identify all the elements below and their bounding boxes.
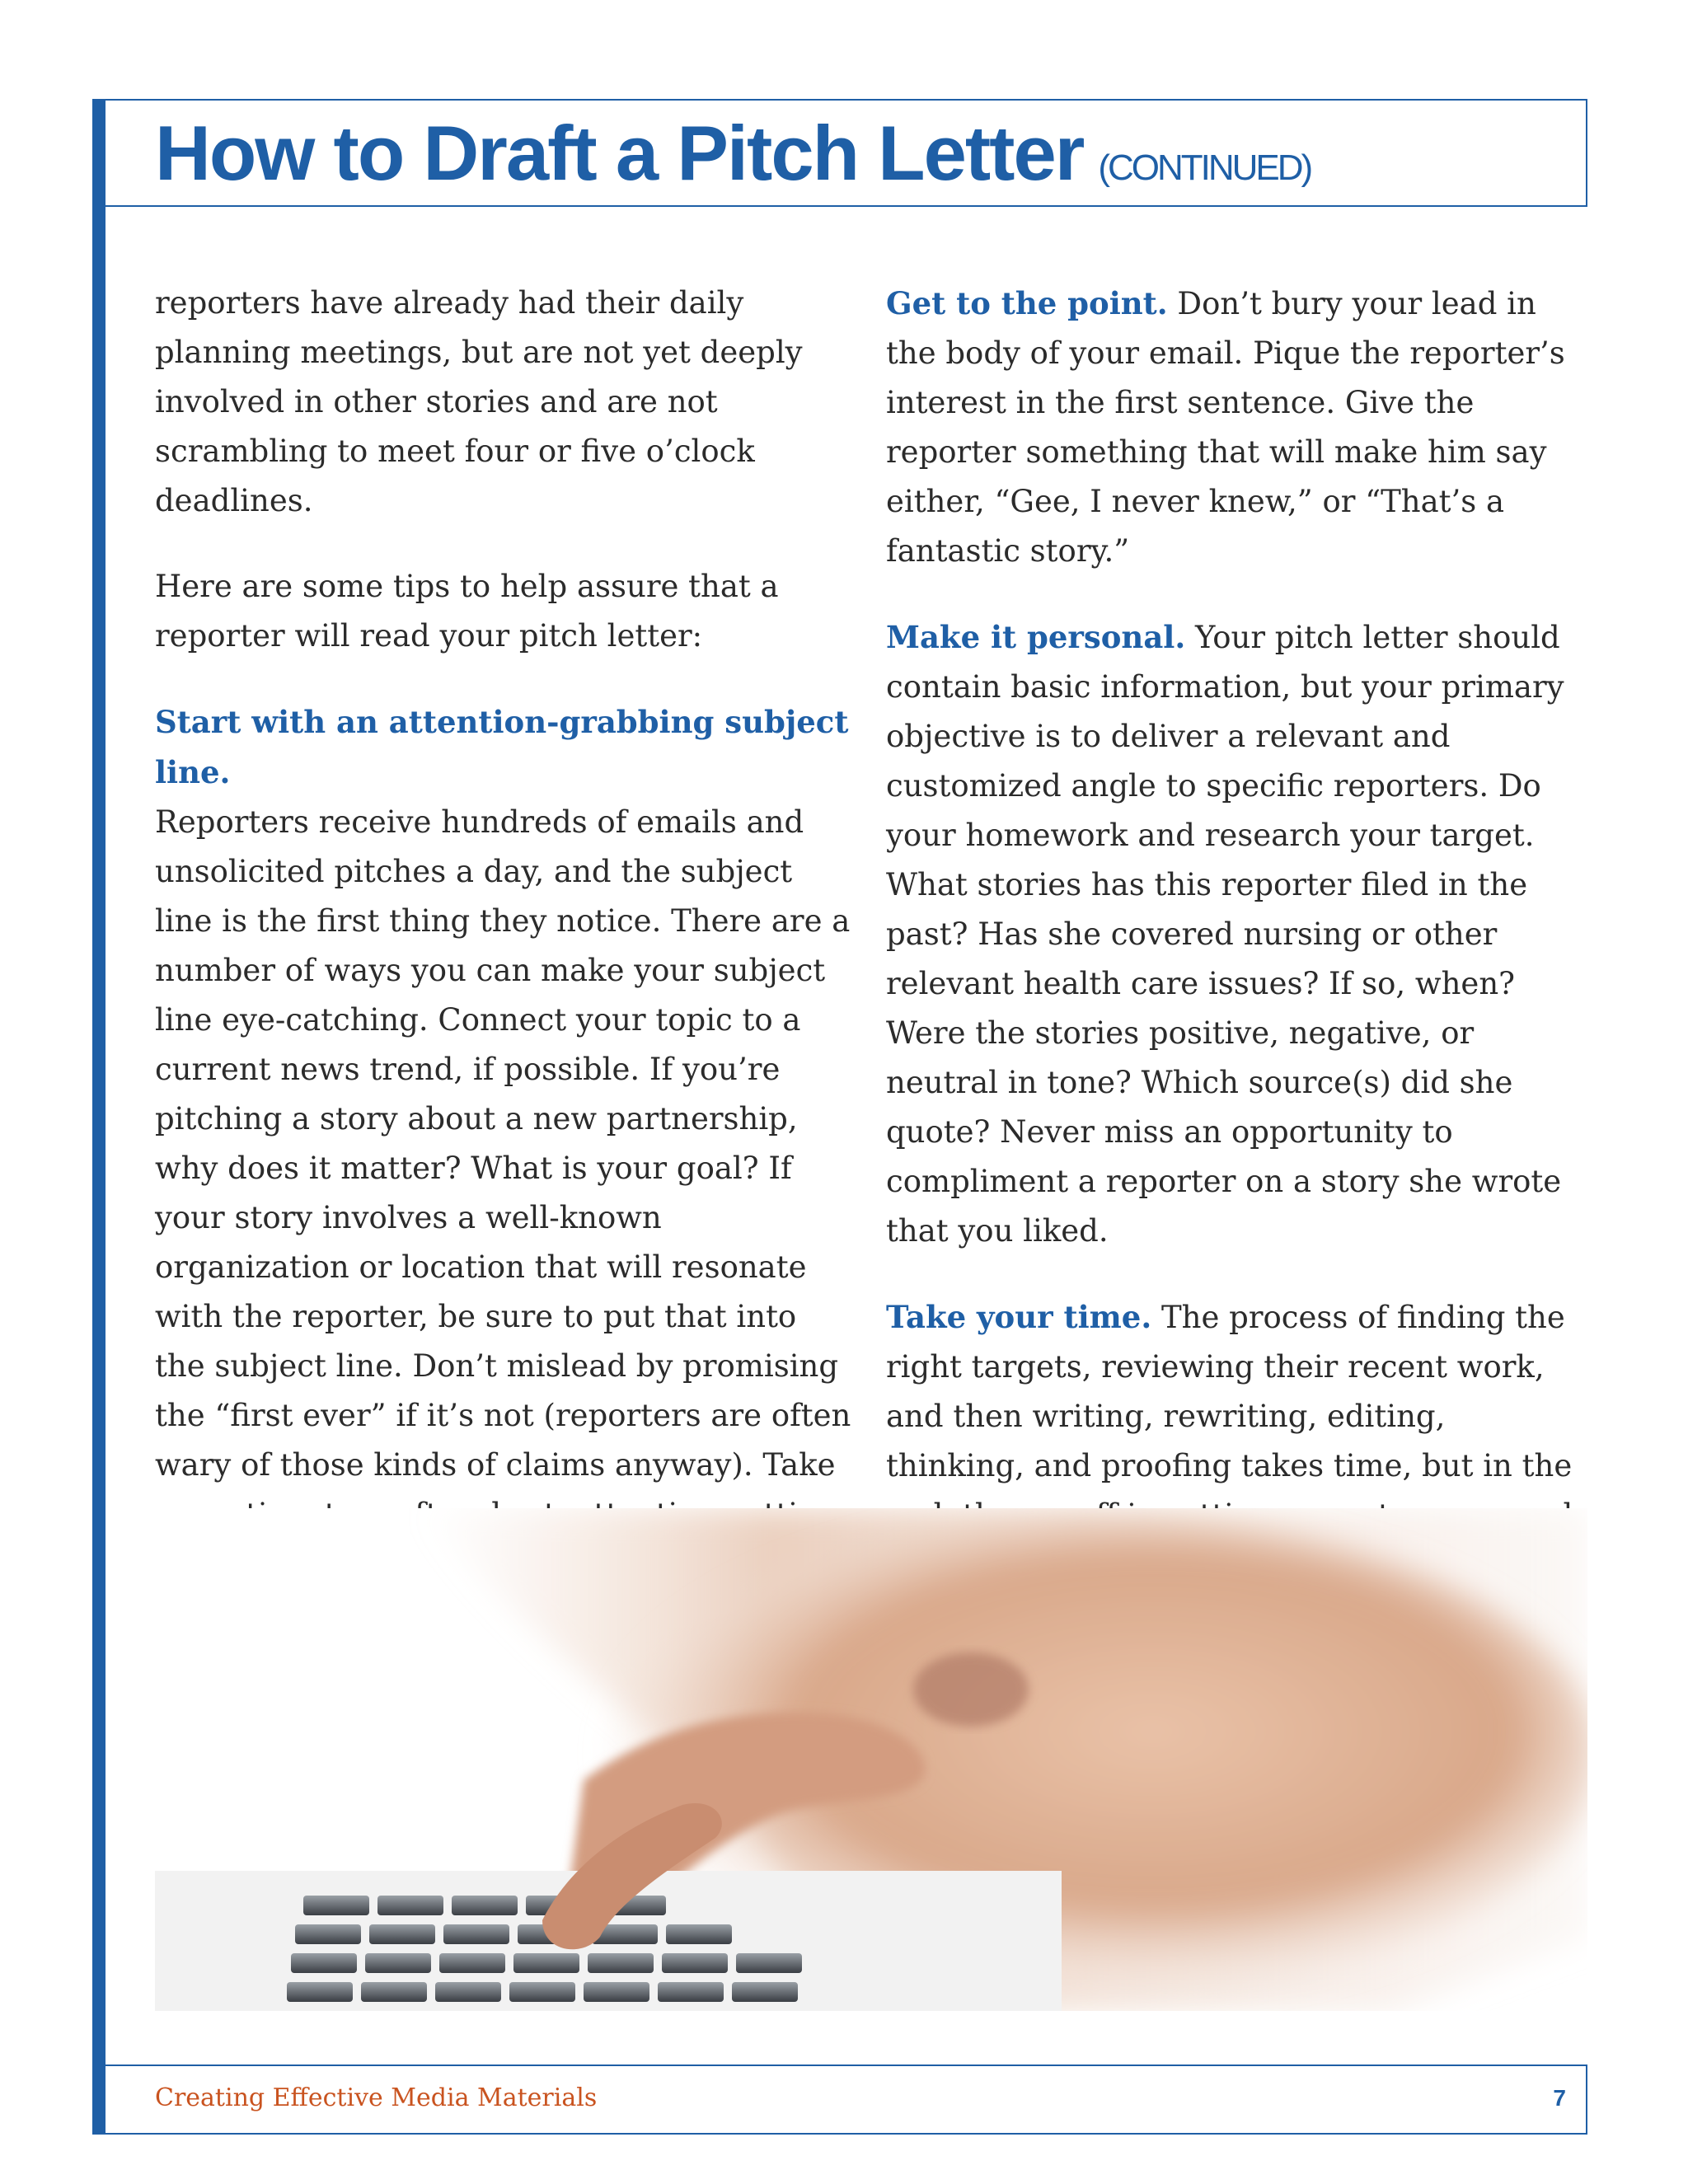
tip-heading: Make it personal. [886, 619, 1186, 655]
typing-hand-illustration [155, 1508, 1587, 2011]
tip-body: Don’t bury your lead in the body of your email. Pique the reporter’s interest in the first sentence. Give the reporter something that will make him say either, “Gee, I never knew,” or “That’s a fantastic story.” [886, 286, 1565, 569]
typing-hand-photo [155, 1508, 1587, 2011]
right-column [886, 279, 1587, 1611]
tip-get-to-point [886, 279, 1587, 576]
footer-publication-title: Creating Effective Media Materials [155, 2083, 598, 2112]
tip-body: Your pitch letter should contain basic information, but your primary objective is to deliver a relevant and customized angle to specific reporters. Do your homework and research your target. What stories has this reporter filed in the past? Has she covered nursing or other relevant health care issues? If so, when? Were the stories positive, negative, or neutral in tone? Which source(s) did she quote? Never miss an opportunity to compliment a reporter on a story she wrote that you liked. [886, 620, 1564, 1249]
left-column [155, 279, 856, 1724]
paragraph-intro: reporters have already had their daily planning meetings, but are not yet deeply involved in other stories and are not scrambling to meet four or five o’clock deadlines. [155, 285, 803, 518]
tip-heading: Get to the point. [886, 285, 1168, 321]
page-title-text: How to Draft a Pitch Letter [155, 110, 1084, 196]
paragraph-tips-lead: Here are some tips to help assure that a reporter will read your pitch letter: [155, 569, 779, 654]
tip-make-personal [886, 612, 1587, 1256]
tip-heading: Take your time. [886, 1299, 1152, 1335]
page-number: 7 [1553, 2085, 1566, 2111]
tip-body: The process of finding the right targets, reviewing their recent work, and then writing, rewriting, editing, thinking, and proofing takes time, but in the [886, 1300, 1573, 1483]
left-accent-bar [92, 99, 106, 2135]
tip-body: Reporters receive hundreds of emails and unsolicited pitches a day, and the subject line is the first thing they notice. There are a number of ways you can make your subject line eye-catching. Connect your topic to a current news trend, if possible. If you’re pitching a story about a new partnership, why does it matter? What is your goal? If your story involves a well-known organization or location that will resonate with the reporter, be sure to put that into the subject line. Don’t mislead by promising the “first ever” if it’s not (reporters are often wary of those kinds of claims anyway). Take [155, 804, 851, 1483]
continued-label: (CONTINUED) [1098, 148, 1311, 188]
page-title [155, 109, 1311, 198]
tip-heading: Start with an attention-grabbing subject line. [155, 704, 849, 790]
tip-take-time [886, 1292, 1587, 1540]
